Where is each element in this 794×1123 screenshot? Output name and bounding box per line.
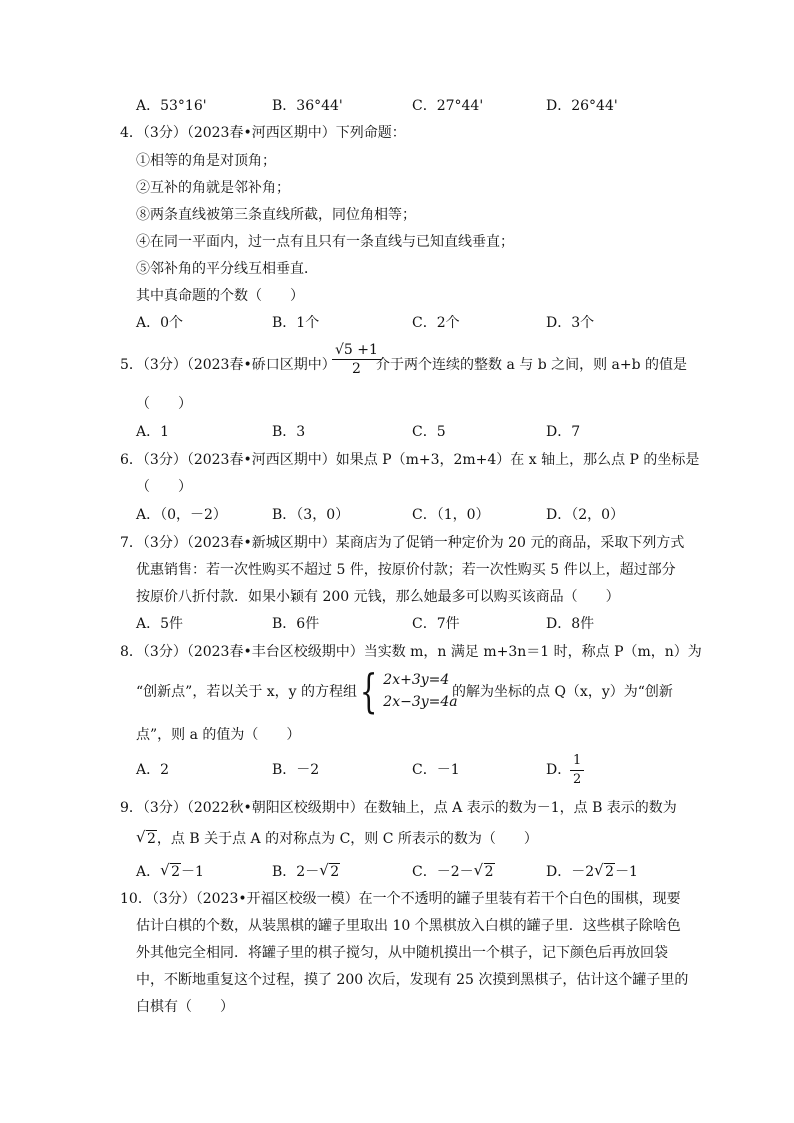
q6-line-1: 6．（3分）（2023春•河西区期中）如果点 P（m+3，2m+4）在 x 轴上，那么点 P 的坐标是 <box>120 452 700 468</box>
q5-option-d: D．7 <box>546 424 581 440</box>
q5-fraction <box>332 341 381 378</box>
brace-icon: { <box>359 664 378 718</box>
q4-option-c: C．2个 <box>412 315 460 331</box>
q6-option-c: C．（1，0） <box>412 507 490 523</box>
q4-item-3: ⑧两条直线被第三条直线所截，同位角相等； <box>136 207 416 223</box>
q8-equation-2: 2x−3y=4a <box>383 694 458 710</box>
q6-paren: （ ） <box>136 479 192 495</box>
q10-line-1: 10．（3分）（2023•开福区校级一模）在一个不透明的罐子里装有若干个白色的围棋，现要 <box>120 891 681 907</box>
q4-ask: 其中真命题的个数（ ） <box>136 288 304 304</box>
q8-option-d: D． <box>546 762 572 778</box>
q5-option-a: A．1 <box>136 424 170 440</box>
q5-option-c: C．5 <box>412 424 446 440</box>
q8-d-numerator: 1 <box>570 752 584 771</box>
q4-option-b: B．1个 <box>272 315 320 331</box>
q9-line-2 <box>136 829 538 849</box>
q9-option-c <box>412 862 495 882</box>
q9-option-a <box>136 862 204 882</box>
q9-option-b-sqrt: √ 2 <box>319 861 340 880</box>
q7-line-3: 按原价八折付款．如果小颖有 200 元钱，那么她最多可以购买该商品（ ） <box>136 589 620 605</box>
q8-option-d-fraction <box>570 752 584 789</box>
q7-option-d: D．8件 <box>546 616 595 632</box>
q9-option-a-sqrt: √ 2 <box>160 861 181 880</box>
q8-line-1: 8．（3分）（2023春•丰台区校级期中）当实数 m，n 满足 m+3n＝1 时，称点 P（m，n）为 <box>120 644 702 660</box>
q5-prefix: 5．（3分）（2023春•硚口区期中） <box>120 357 336 373</box>
q10-line-2: 估计白棋的个数，从装黑棋的罐子里取出 10 个黑棋放入白棋的罐子里．这些棋子除啥色 <box>136 918 681 934</box>
q3-option-d: D．26°44' <box>546 98 618 114</box>
q7-line-2: 优惠销售：若一次性购买不超过 5 件，按原价付款；若一次性购买 5 件以上，超过部分 <box>136 562 676 578</box>
q9-option-b <box>272 862 340 882</box>
q8-equation-system <box>354 664 458 718</box>
q3-option-a: A．53°16' <box>136 98 207 114</box>
q9-option-c-sqrt-value: 2 <box>484 864 494 880</box>
q3-option-b: B．36°44' <box>272 98 343 114</box>
q10-line-4: 中，不断地重复这个过程，摸了 200 次后，发现有 25 次摸到黑棋子，估计这个罐子里的 <box>136 972 689 988</box>
q9-option-b-sqrt-value: 2 <box>330 864 340 880</box>
q4-stem: 4．（3分）（2023春•河西区期中）下列命题： <box>120 125 406 141</box>
q9-option-d-label: D．－2 <box>546 864 595 880</box>
q8-line-2-post: 的解为坐标的点 Q（x，y）为“创新 <box>452 684 673 700</box>
q9-sqrt-2: √ 2 <box>136 828 156 847</box>
q9-option-d-sqrt: √ 2 <box>594 861 615 880</box>
q10-line-3: 外其他完全相同．将罐子里的棋子搅匀，从中随机摸出一个棋子，记下颜色后再放回袋 <box>136 945 668 961</box>
q4-item-5: ⑤邻补角的平分线互相垂直． <box>136 261 318 277</box>
q5-fraction-denominator: 2 <box>352 361 361 377</box>
q9-option-b-label: B．2－ <box>272 864 320 880</box>
q5-paren: （ ） <box>136 396 192 412</box>
q9-option-d-sqrt-value: 2 <box>605 864 615 880</box>
q4-item-4: ④在同一平面内，过一点有且只有一条直线与已知直线垂直； <box>136 234 514 250</box>
q4-option-a: A．0个 <box>136 315 184 331</box>
q7-line-1: 7．（3分）（2023春•新城区期中）某商店为了促销一种定价为 20 元的商品，采取下列方式 <box>120 535 685 551</box>
q5-option-b: B．3 <box>272 424 306 440</box>
q8-equation-1: 2x+3y=4 <box>383 672 450 688</box>
q9-sqrt-2-value: 2 <box>147 831 156 847</box>
q4-item-1: ①相等的角是对顶角； <box>136 153 276 169</box>
q9-option-c-sqrt: √ 2 <box>473 861 494 880</box>
q9-line-2-text: ，点 B 关于点 A 的对称点为 C，则 C 所表示的数为（ ） <box>156 831 538 847</box>
q7-option-c: C．7件 <box>412 616 460 632</box>
q8-d-denominator: 2 <box>573 772 582 787</box>
q8-line-3: 点”，则 a 的值为（ ） <box>136 727 301 743</box>
q4-item-2: ②互补的角就是邻补角； <box>136 180 290 196</box>
q8-line-2-pre: “创新点”，若以关于 x，y 的方程组 <box>136 684 358 700</box>
q6-option-a: A．（0，－2） <box>136 507 227 523</box>
q3-option-c: C．27°44' <box>412 98 484 114</box>
q8-option-c: C．－1 <box>412 762 460 778</box>
q9-option-d <box>546 862 638 882</box>
q9-option-d-tail: －1 <box>615 864 638 880</box>
q4-option-d: D．3个 <box>546 315 595 331</box>
q7-option-b: B．6件 <box>272 616 320 632</box>
q7-option-a: A．5件 <box>136 616 184 632</box>
q8-option-a: A．2 <box>136 762 170 778</box>
q6-option-d: D．（2，0） <box>546 507 625 523</box>
q9-option-a-label: A． <box>136 864 161 880</box>
q8-option-b: B．－2 <box>272 762 320 778</box>
q9-option-c-label: C．－2－ <box>412 864 474 880</box>
q5-fraction-numerator: √5 +1 <box>332 341 381 360</box>
q9-line-1: 9．（3分）（2022秋•朝阳区校级期中）在数轴上，点 A 表示的数为－1，点 B 表示的数为 <box>120 800 677 816</box>
q9-option-a-tail: －1 <box>181 864 204 880</box>
q6-option-b: B．（3，0） <box>272 507 350 523</box>
q5-suffix: 介于两个连续的整数 a 与 b 之间，则 a+b 的值是 <box>376 357 688 373</box>
q10-line-5: 白棋有（ ） <box>136 999 234 1015</box>
q9-option-a-sqrt-value: 2 <box>171 864 181 880</box>
